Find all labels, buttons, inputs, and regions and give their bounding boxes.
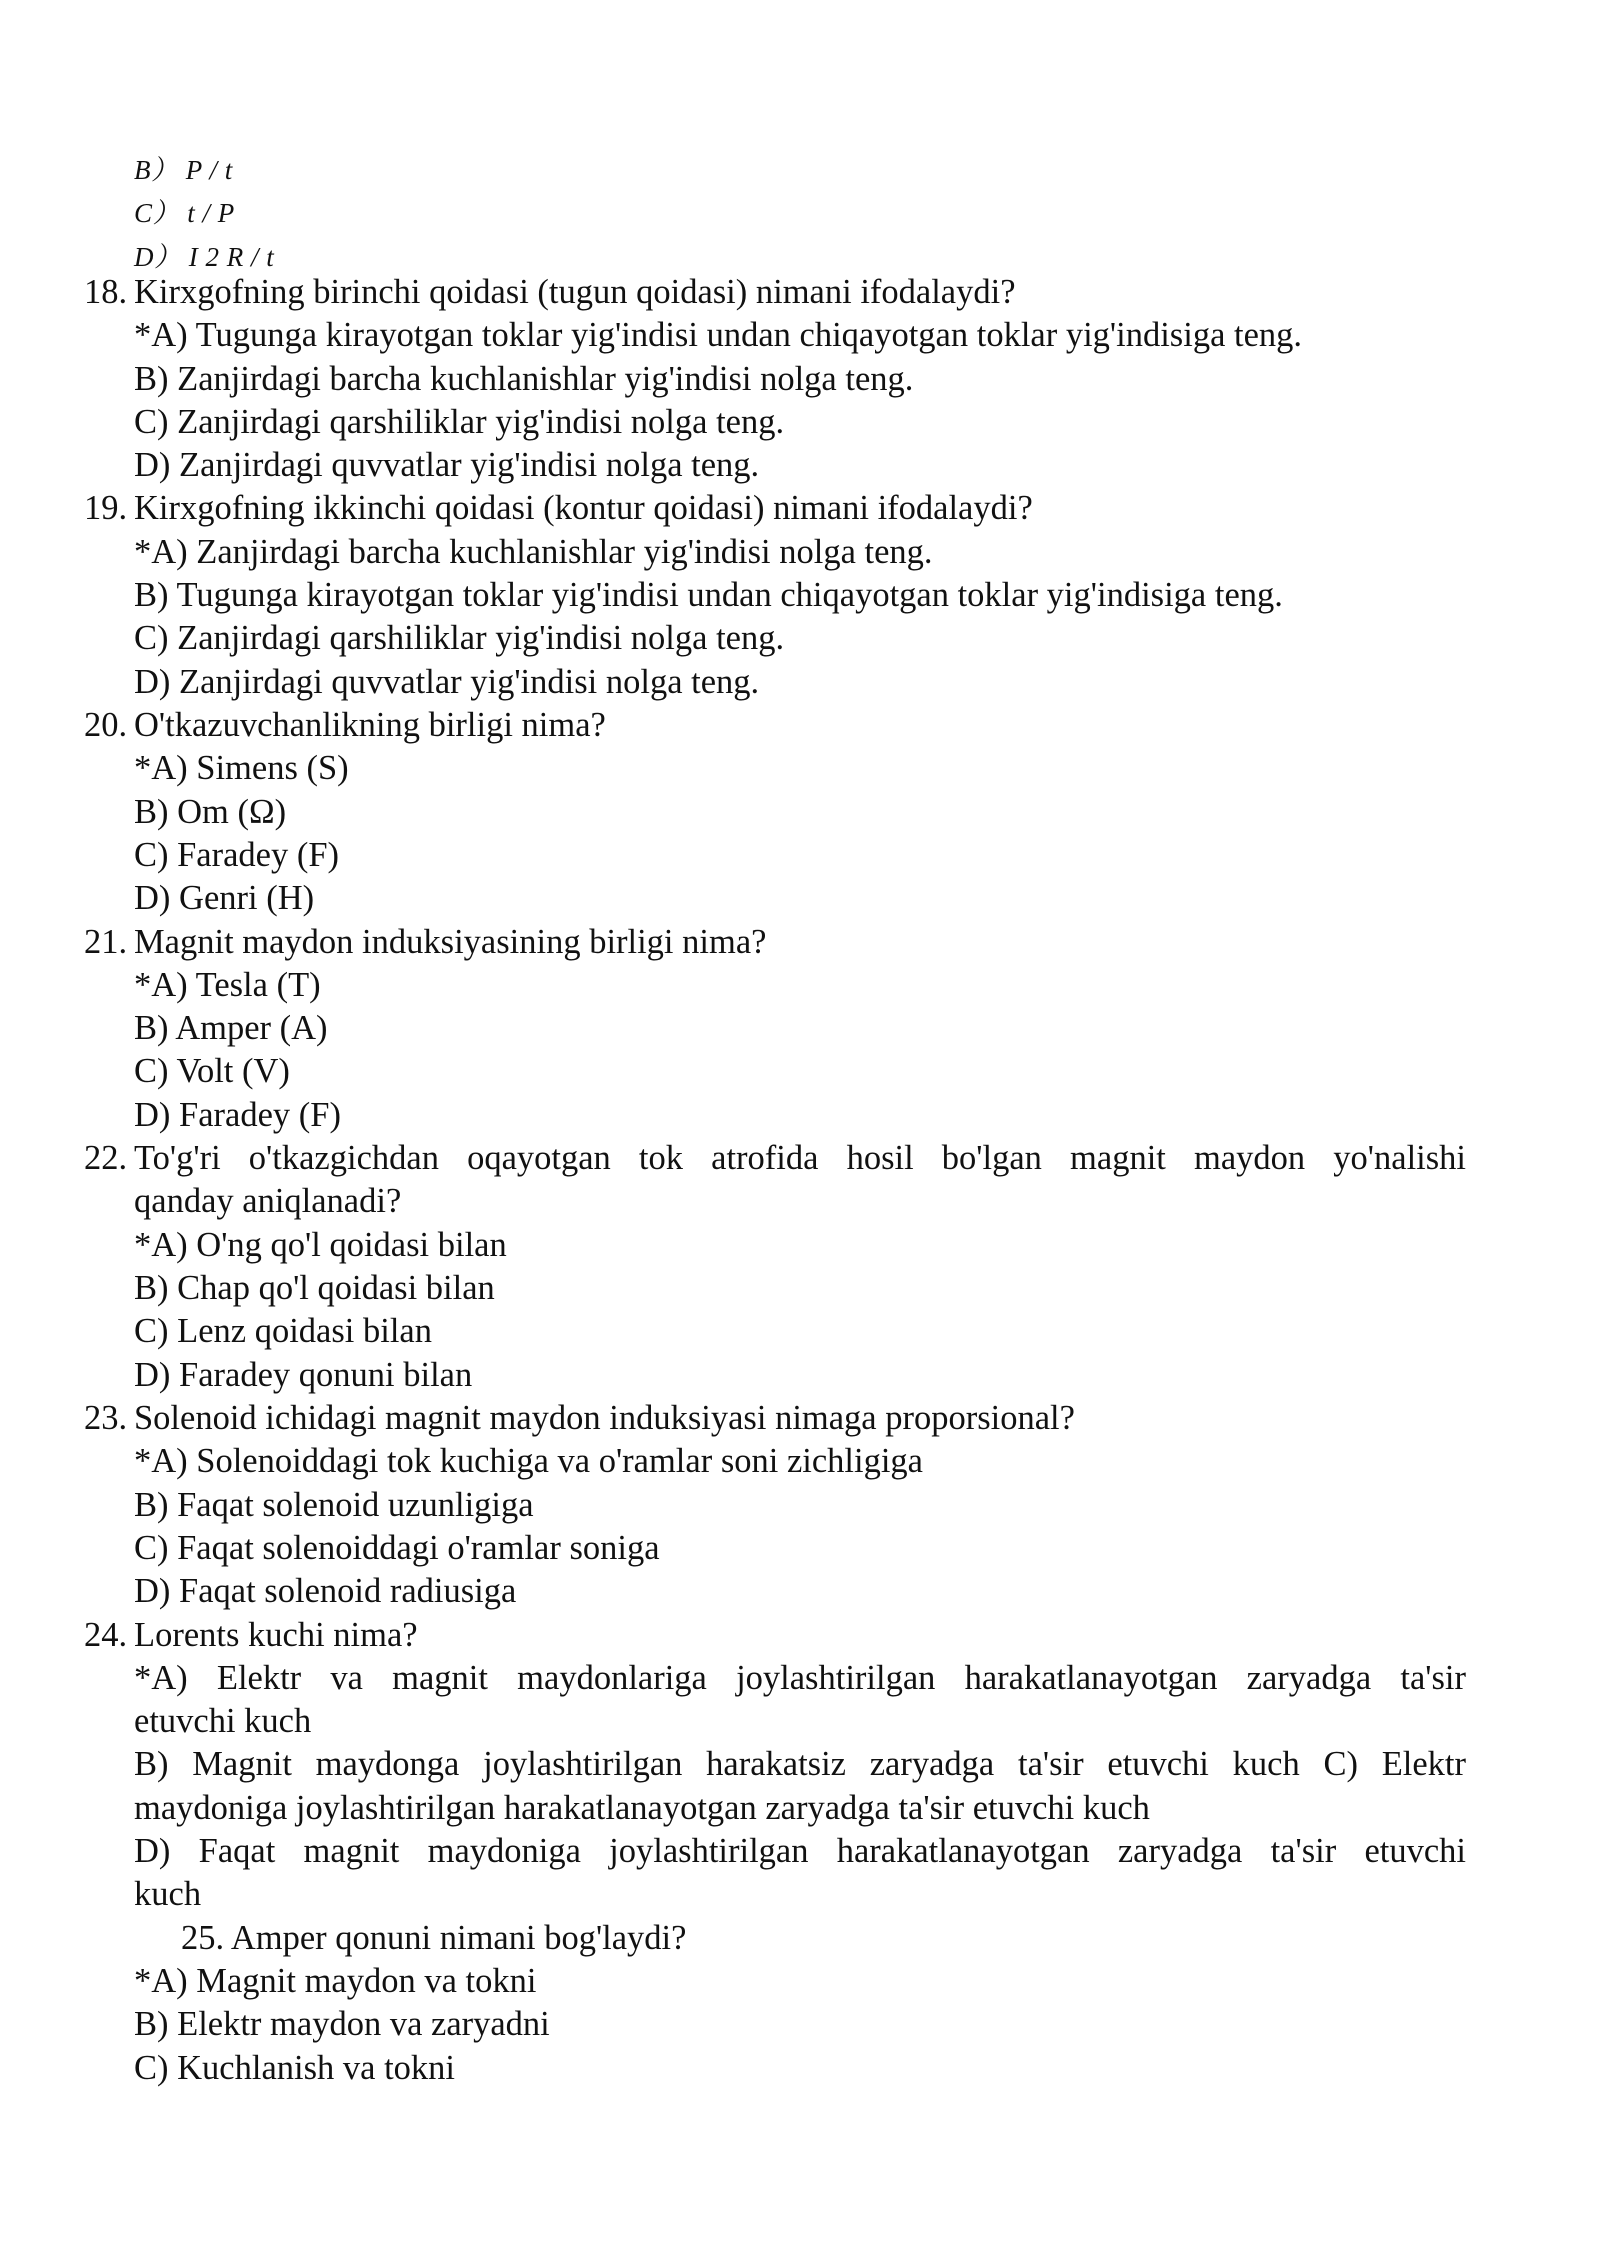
- formula-option-c: C） t / P: [134, 198, 235, 228]
- option-b: B) Zanjirdagi barcha kuchlanishlar yig'indisi nolga teng.: [134, 360, 914, 398]
- question-text: O'tkazuvchanlikning birligi nima?: [134, 706, 606, 744]
- option-b-line-1: B) Magnit maydonga joylashtirilgan harakatsiz zaryadga ta'sir etuvchi kuch C) Elektr: [134, 1745, 1466, 1783]
- option-c: C) Faqat solenoiddagi o'ramlar soniga: [134, 1529, 660, 1567]
- option-a-correct: *A) Solenoiddagi tok kuchiga va o'ramlar soni zichligiga: [134, 1442, 923, 1480]
- option-d: D) Genri (H): [134, 879, 315, 917]
- question-text: Magnit maydon induksiyasining birligi nima?: [134, 923, 767, 961]
- question-25: [181, 1917, 686, 1960]
- option-a-correct: *A) Simens (S): [134, 749, 349, 787]
- option-a-correct: *A) O'ng qo'l qoidasi bilan: [134, 1226, 507, 1264]
- question-number: 23.: [84, 1399, 128, 1437]
- question-number: 19.: [84, 489, 128, 527]
- question-text: Lorents kuchi nima?: [134, 1616, 418, 1654]
- option-b: B) Elektr maydon va zaryadni: [134, 2005, 550, 2043]
- question-number: 25.: [181, 1919, 225, 1957]
- option-d: D) Zanjirdagi quvvatlar yig'indisi nolga teng.: [134, 446, 760, 484]
- question-text-line-1: To'g'ri o'tkazgichdan oqayotgan tok atrofida hosil bo'lgan magnit maydon yo'nalishi: [134, 1139, 1466, 1177]
- option-d: D) Faradey (F): [134, 1096, 341, 1134]
- option-b: B) Tugunga kirayotgan toklar yig'indisi undan chiqayotgan toklar yig'indisiga teng.: [134, 576, 1283, 614]
- option-c: C) Lenz qoidasi bilan: [134, 1312, 432, 1350]
- option-c: C) Zanjirdagi qarshiliklar yig'indisi nolga teng.: [134, 619, 785, 657]
- option-a-correct-line-1: *A) Elektr va magnit maydonlariga joylashtirilgan harakatlanayotgan zaryadga ta'sir: [134, 1659, 1466, 1697]
- option-b: B) Chap qo'l qoidasi bilan: [134, 1269, 495, 1307]
- option-c: C) Kuchlanish va tokni: [134, 2049, 455, 2087]
- question-number: 22.: [84, 1139, 128, 1177]
- option-c: C) Faradey (F): [134, 836, 340, 874]
- option-a-correct: *A) Tugunga kirayotgan toklar yig'indisi undan chiqayotgan toklar yig'indisiga teng.: [134, 316, 1303, 354]
- formula-option-b: B） P / t: [134, 155, 233, 185]
- option-b: B) Amper (A): [134, 1009, 328, 1047]
- question-text: Kirxgofning birinchi qoidasi (tugun qoidasi) nimani ifodalaydi?: [134, 273, 1016, 311]
- option-d: D) Zanjirdagi quvvatlar yig'indisi nolga teng.: [134, 663, 760, 701]
- option-c: C) Zanjirdagi qarshiliklar yig'indisi nolga teng.: [134, 403, 785, 441]
- option-d-line-2: kuch: [134, 1875, 202, 1913]
- option-d-line-1: D) Faqat magnit maydoniga joylashtirilgan harakatlanayotgan zaryadga ta'sir etuvchi: [134, 1832, 1466, 1870]
- question-text: Kirxgofning ikkinchi qoidasi (kontur qoidasi) nimani ifodalaydi?: [134, 489, 1033, 527]
- question-number: 20.: [84, 706, 128, 744]
- option-a-correct: *A) Magnit maydon va tokni: [134, 1962, 537, 2000]
- question-number: 24.: [84, 1616, 128, 1654]
- option-d: D) Faradey qonuni bilan: [134, 1356, 473, 1394]
- question-text: Amper qonuni nimani bog'laydi?: [230, 1919, 687, 1957]
- option-d: D) Faqat solenoid radiusiga: [134, 1572, 517, 1610]
- option-b: B) Om (Ω): [134, 793, 287, 831]
- option-a-correct: *A) Tesla (T): [134, 966, 321, 1004]
- formula-option-d: D） I 2 R / t: [134, 242, 275, 272]
- option-c: C) Volt (V): [134, 1052, 290, 1090]
- question-number: 18.: [84, 273, 128, 311]
- option-b: B) Faqat solenoid uzunligiga: [134, 1486, 534, 1524]
- question-text: Solenoid ichidagi magnit maydon induksiyasi nimaga proporsional?: [134, 1399, 1075, 1437]
- question-text-line-2: qanday aniqlanadi?: [134, 1182, 402, 1220]
- option-b-line-2: maydoniga joylashtirilgan harakatlanayotgan zaryadga ta'sir etuvchi kuch: [134, 1789, 1150, 1827]
- option-a-correct: *A) Zanjirdagi barcha kuchlanishlar yig'indisi nolga teng.: [134, 533, 933, 571]
- option-a-correct-line-2: etuvchi kuch: [134, 1702, 312, 1740]
- question-number: 21.: [84, 923, 128, 961]
